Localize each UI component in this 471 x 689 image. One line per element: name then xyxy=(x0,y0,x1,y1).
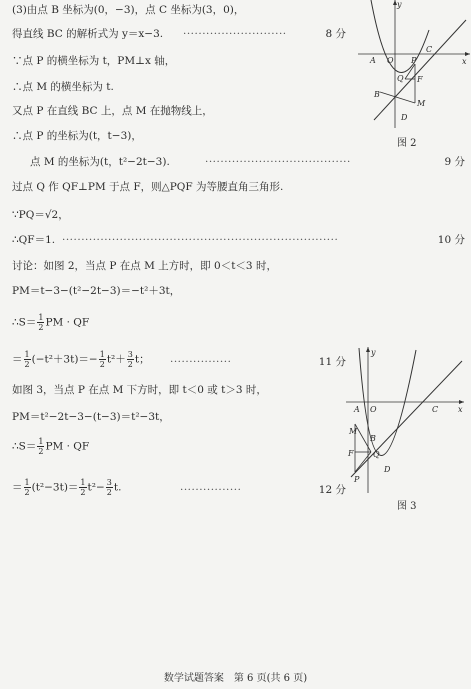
dot-leader: ··························· xyxy=(183,28,287,40)
fraction-one-half: $\frac{1}{2}$ xyxy=(24,478,30,497)
label-y: y xyxy=(397,0,402,9)
fraction-three-halves: $\frac{3}{2}$ xyxy=(106,478,112,497)
y-axis-arrow xyxy=(366,347,370,352)
score-10: 10 分 xyxy=(437,234,465,246)
label-x: x xyxy=(458,405,463,414)
label-c: C xyxy=(426,45,433,54)
score-12: 12 分 xyxy=(318,484,346,496)
line-12: PM＝t−3−(t²−2t−3)＝−t²＋3t， xyxy=(12,285,181,297)
fraction-one-half: $\frac{1}{2}$ xyxy=(99,350,105,369)
line-1: (3)由点 B 坐标为(0，−3)，点 C 坐标为(3，0)， xyxy=(12,4,245,16)
line-7: 点 M 的坐标为(t，t²−2t−3). xyxy=(30,156,170,168)
fraction-one-half: $\frac{1}{2}$ xyxy=(24,350,30,369)
label-a: A xyxy=(354,405,360,414)
label-d: D xyxy=(401,113,408,122)
label-d: D xyxy=(384,465,391,474)
label-m: M xyxy=(349,427,358,436)
fraction-one-half: $\frac{1}{2}$ xyxy=(38,313,44,332)
x-axis-arrow xyxy=(465,52,470,56)
dot-leader: ········································································ xyxy=(62,234,339,246)
line-4: ∴点 M 的横坐标为 t. xyxy=(12,81,114,93)
label-b: B xyxy=(374,90,380,99)
label-m: M xyxy=(417,99,426,108)
line-11: 讨论：如图 2，当点 P 在点 M 上方时，即 0＜t＜3 时， xyxy=(12,260,277,272)
figure-3-caption: 图 3 xyxy=(397,501,417,512)
figure-2-caption: 图 2 xyxy=(397,138,417,149)
line-6: ∴点 P 的坐标为(t，t−3)， xyxy=(12,130,142,142)
segment-bm xyxy=(380,92,415,103)
line-14: ＝ $\frac{1}{2}$ (−t²＋3t)＝− $\frac{1}{2}$ t²＋ $\frac{3}{2}$ t； xyxy=(12,350,150,369)
dot-leader: ······································ xyxy=(205,156,351,168)
figure-2 xyxy=(358,0,471,130)
figure-3 xyxy=(346,345,466,495)
label-o: O xyxy=(370,405,377,414)
dot-leader: ················ xyxy=(180,484,242,496)
label-p: P xyxy=(411,56,417,65)
line-9: ∵PQ＝√2， xyxy=(12,209,69,221)
label-b: B xyxy=(370,434,376,443)
dot-leader: ················ xyxy=(170,356,232,368)
label-f: F xyxy=(348,449,354,458)
label-o: O xyxy=(387,56,394,65)
x-axis-arrow xyxy=(459,400,464,404)
line-18: ＝ $\frac{1}{2}$ (t²−3t)＝ $\frac{1}{2}$ t²− $\frac{3}{2}$ t. xyxy=(12,478,122,497)
label-c: C xyxy=(432,405,439,414)
line-15: 如图 3，当点 P 在点 M 下方时，即 t＜0 或 t＞3 时， xyxy=(12,384,267,396)
line-13: ∴S＝ $\frac{1}{2}$ PM · QF xyxy=(12,313,90,332)
fraction-three-halves: $\frac{3}{2}$ xyxy=(127,350,133,369)
label-q: Q xyxy=(373,450,380,459)
line-5: 又点 P 在直线 BC 上，点 M 在抛物线上， xyxy=(12,105,213,117)
label-x: x xyxy=(462,57,467,66)
label-q: Q xyxy=(397,74,404,83)
label-a: A xyxy=(370,56,376,65)
line-2: 得直线 BC 的解析式为 y＝x−3. xyxy=(12,28,164,40)
parabola xyxy=(371,0,429,72)
label-p: P xyxy=(354,475,360,484)
score-11: 11 分 xyxy=(318,356,346,368)
line-17: ∴S＝ $\frac{1}{2}$ PM · QF xyxy=(12,437,90,456)
label-f: F xyxy=(417,75,423,84)
line-10: ∴QF＝1. xyxy=(12,234,56,246)
page-footer: 数学试题答案 第 6 页(共 6 页) xyxy=(163,673,308,684)
label-y: y xyxy=(371,348,376,357)
line-16: PM＝t²−2t−3−(t−3)＝t²−3t， xyxy=(12,411,170,423)
line-8: 过点 Q 作 QF⊥PM 于点 F，则△PQF 为等腰直角三角形. xyxy=(12,181,284,193)
fraction-one-half: $\frac{1}{2}$ xyxy=(80,478,86,497)
score-8: 8 分 xyxy=(325,28,346,40)
line-3: ∵点 P 的横坐标为 t，PM⊥x 轴， xyxy=(12,55,176,67)
score-9: 9 分 xyxy=(444,156,465,168)
segment-pq xyxy=(355,452,371,472)
fraction-one-half: $\frac{1}{2}$ xyxy=(38,437,44,456)
